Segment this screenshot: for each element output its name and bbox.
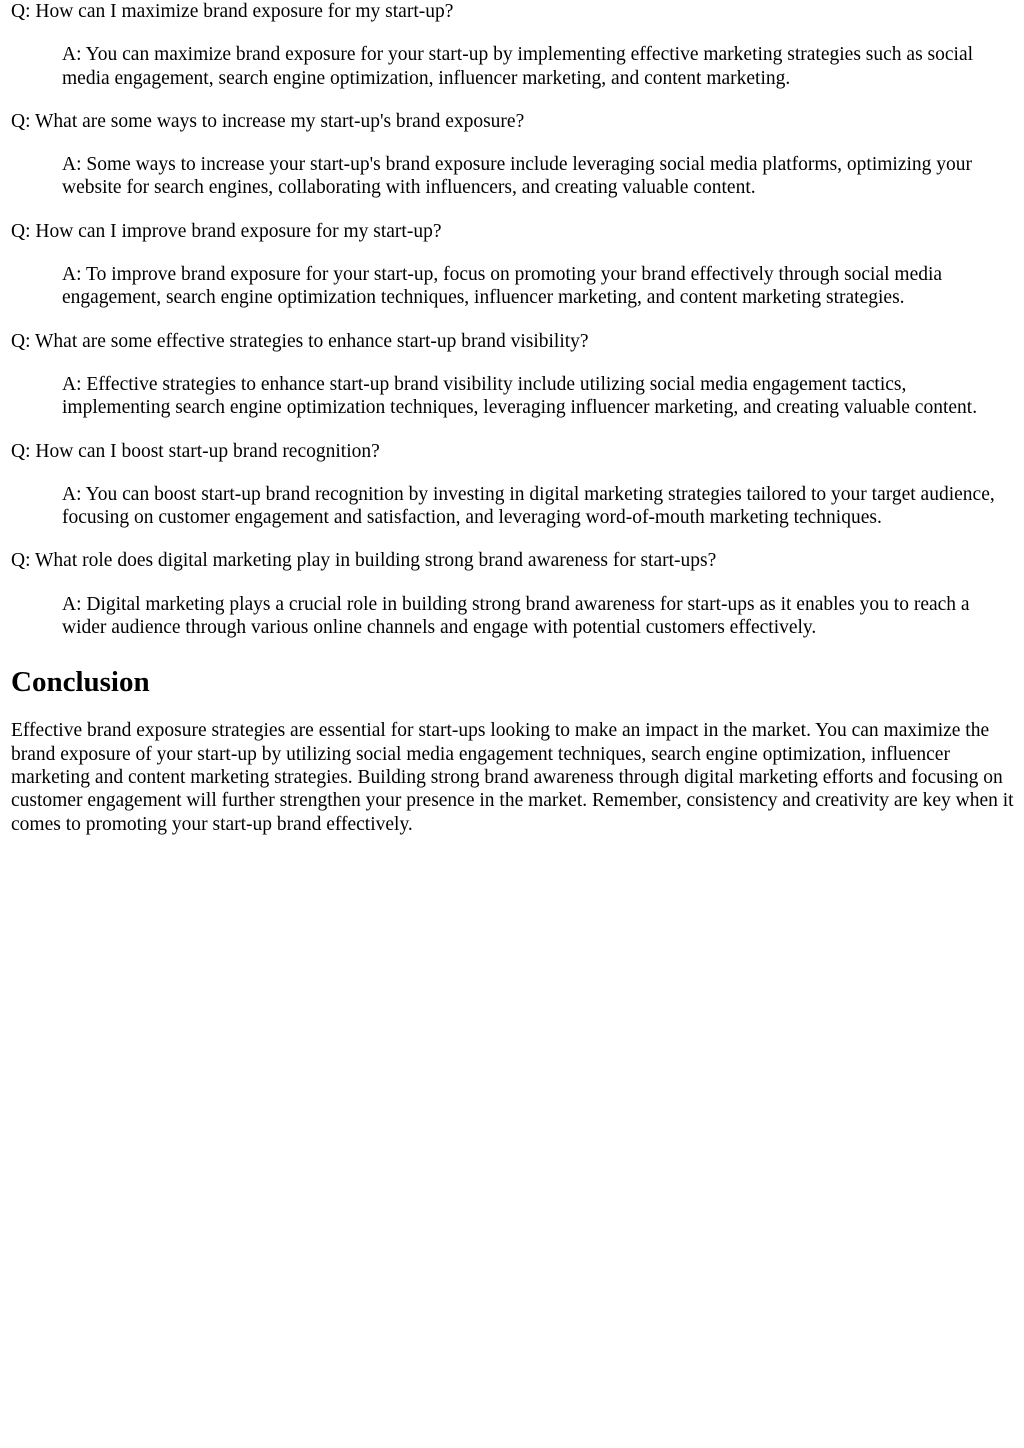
faq-answer-6: A: Digital marketing plays a crucial role in building strong brand awareness for start-ups as it enables you to reach a wider audience through various online channels and engage with potential customers effectively.: [62, 593, 970, 639]
faq-question-6: Q: What role does digital marketing play in building strong brand awareness for start-ups?: [11, 550, 717, 572]
faq-question-5: Q: How can I boost start-up brand recognition?: [11, 440, 380, 462]
faq-answer-1: A: You can maximize brand exposure for your start-up by implementing effective marketing strategies such as social media engagement, search engine optimization, influencer marketing, and content marketing.: [62, 44, 974, 89]
conclusion-paragraph: Effective brand exposure strategies are essential for start-ups looking to make an impact in the market. You can maximize the brand exposure of your start-up by utilizing social media engagement techniques, search engine optimization, influencer marketing and content marketing strategies. Building strong brand awareness through digital marketing efforts and focusing on customer engagement will further strengthen your presence in the market. Remember, consistency and creativity are key when it comes to promoting your start-up brand effectively.: [11, 720, 1014, 835]
faq-list: [11, 0, 1014, 639]
faq-question-4: Q: What are some effective strategies to enhance start-up brand visibility?: [11, 330, 589, 352]
faq-answer-4: A: Effective strategies to enhance start-up brand visibility include utilizing social media engagement tactics, implementing search engine optimization techniques, leveraging influencer marketing, and creating valuable content.: [62, 373, 978, 419]
faq-question-3: Q: How can I improve brand exposure for my start-up?: [11, 220, 442, 242]
faq-question-2: Q: What are some ways to increase my start-up's brand exposure?: [11, 110, 525, 132]
faq-answer-2: A: Some ways to increase your start-up's brand exposure include leveraging social media platforms, optimizing your website for search engines, collaborating with influencers, and creating valuable content.: [62, 154, 973, 199]
conclusion-heading: Conclusion: [11, 666, 150, 699]
faq-question-1: Q: How can I maximize brand exposure for my start-up?: [11, 1, 454, 22]
faq-answer-5: A: You can boost start-up brand recognition by investing in digital marketing strategies tailored to your target audience, focusing on customer engagement and satisfaction, and leveraging word-of-mouth marketing techniques.: [62, 483, 995, 529]
faq-answer-3: A: To improve brand exposure for your start-up, focus on promoting your brand effectively through social media engagement, search engine optimization techniques, influencer marketing, and content marketing strategies.: [62, 264, 943, 309]
